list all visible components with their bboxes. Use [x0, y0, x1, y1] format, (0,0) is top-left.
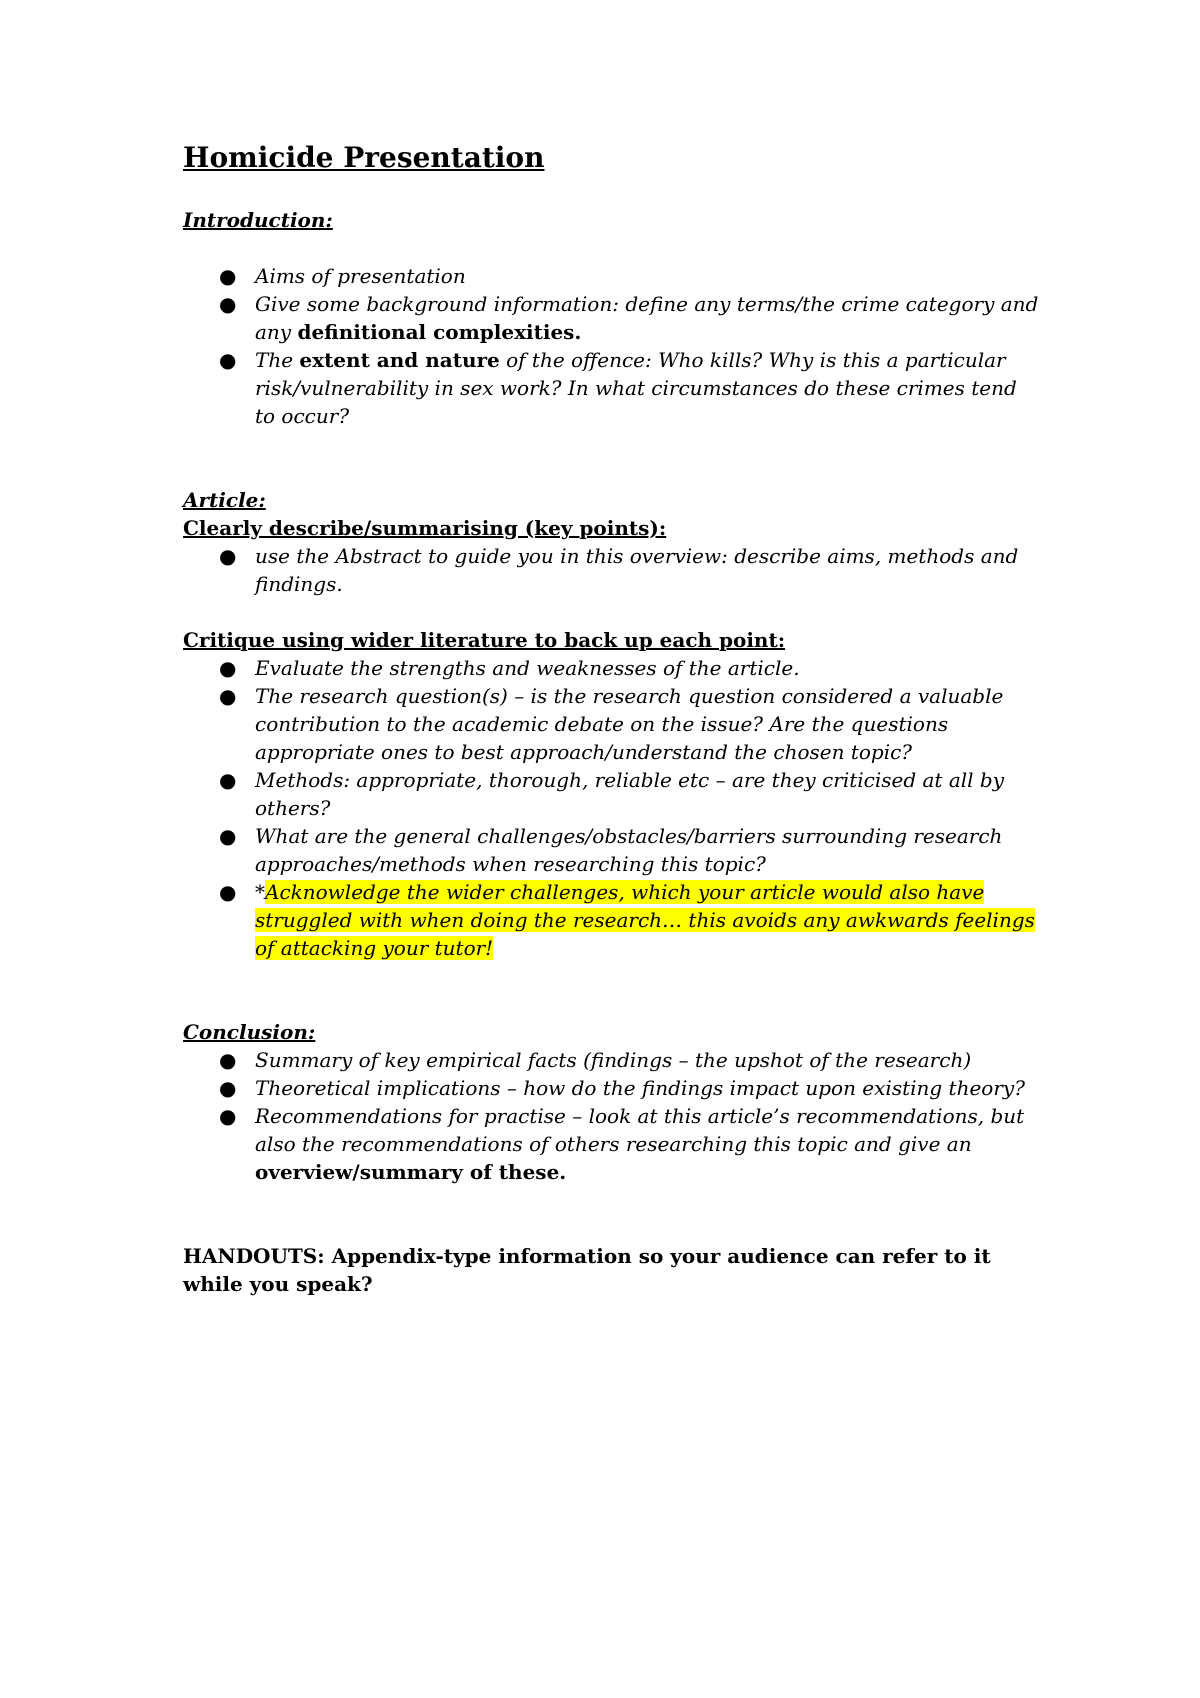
- bullet-icon: ●: [219, 348, 237, 373]
- bullet-icon: ●: [219, 544, 237, 569]
- introduction-background-text: Give some background information: define any terms/the crime category and any: [255, 292, 1039, 345]
- bullet-icon: ●: [219, 264, 237, 289]
- handouts-note: HANDOUTS: Appendix-type information so your audience can refer to it while you speak?: [183, 1244, 991, 1297]
- describe-list: [183, 542, 1043, 598]
- bullet-icon: ●: [219, 880, 237, 905]
- document-page: [183, 140, 1043, 1298]
- describe-item-text: use the Abstract to guide you in this overview: describe aims, methods and findings.: [255, 544, 1019, 597]
- introduction-extent-bold: extent and nature: [299, 348, 500, 373]
- bullet-icon: ●: [219, 684, 237, 709]
- describe-heading: Clearly describe/summarising (key points):: [183, 516, 667, 541]
- list-item: [183, 1046, 1043, 1074]
- list-item: [183, 262, 1043, 290]
- bullet-icon: ●: [219, 1048, 237, 1073]
- bullet-icon: ●: [219, 768, 237, 793]
- critique-item-text: Methods: appropriate, thorough, reliable etc – are they criticised at all by others?: [255, 768, 1005, 821]
- bullet-icon: ●: [219, 656, 237, 681]
- introduction-section: [183, 206, 1043, 430]
- bullet-icon: ●: [219, 1076, 237, 1101]
- critique-item-text: The research question(s) – is the research question considered a valuable contribution to the academic debate on the issue? Are the questions appropriate ones to best approach/understand the chosen topic?: [255, 684, 1004, 765]
- list-item: [183, 346, 1043, 430]
- document-title: Homicide Presentation: [183, 141, 545, 174]
- introduction-background-bold: definitional complexities.: [297, 320, 582, 345]
- list-item: [183, 878, 1043, 962]
- conclusion-recommend-text: Recommendations for practise – look at this article’s recommendations, but also the recommendations of others researching this topic and give an: [255, 1104, 1025, 1157]
- list-item: [183, 1102, 1043, 1186]
- critique-item-text: What are the general challenges/obstacles/barriers surrounding research approaches/methods when researching this topic?: [255, 824, 1003, 877]
- highlight-star: *: [255, 880, 265, 905]
- critique-list: [183, 654, 1043, 962]
- conclusion-theoretical: Theoretical implications – how do the findings impact upon existing theory?: [255, 1076, 1025, 1101]
- list-item: [183, 290, 1043, 346]
- conclusion-list: [183, 1046, 1043, 1186]
- bullet-icon: ●: [219, 292, 237, 317]
- introduction-extent-post: of the offence: Who kills? Why is this a particular risk/vulnerability in sex work? In what circumstances do these crimes tend to occur?: [255, 348, 1017, 429]
- conclusion-section: [183, 1018, 1043, 1186]
- bullet-icon: ●: [219, 1104, 237, 1129]
- conclusion-summary: Summary of key empirical facts (findings – the upshot of the research): [255, 1048, 972, 1073]
- conclusion-label: Conclusion:: [183, 1020, 316, 1045]
- list-item: [183, 822, 1043, 878]
- introduction-list: [183, 262, 1043, 430]
- list-item: [183, 766, 1043, 822]
- introduction-label: Introduction:: [183, 208, 333, 233]
- conclusion-recommend-bold: overview/summary of these.: [255, 1160, 567, 1185]
- list-item: [183, 542, 1043, 598]
- introduction-extent-pre: The: [255, 348, 300, 373]
- critique-item-text: Evaluate the strengths and weaknesses of the article.: [255, 656, 800, 681]
- list-item: [183, 682, 1043, 766]
- article-section: [183, 486, 1043, 962]
- introduction-aims: Aims of presentation: [255, 264, 466, 289]
- critique-heading: Critique using wider literature to back up each point:: [183, 628, 786, 653]
- list-item: [183, 1074, 1043, 1102]
- bullet-icon: ●: [219, 824, 237, 849]
- highlighted-note: Acknowledge the wider challenges, which your article would also have struggled with when doing the research… this avoids any awkwards feelings of attacking your tutor!: [255, 880, 1035, 961]
- article-label: Article:: [183, 488, 266, 513]
- list-item: [183, 654, 1043, 682]
